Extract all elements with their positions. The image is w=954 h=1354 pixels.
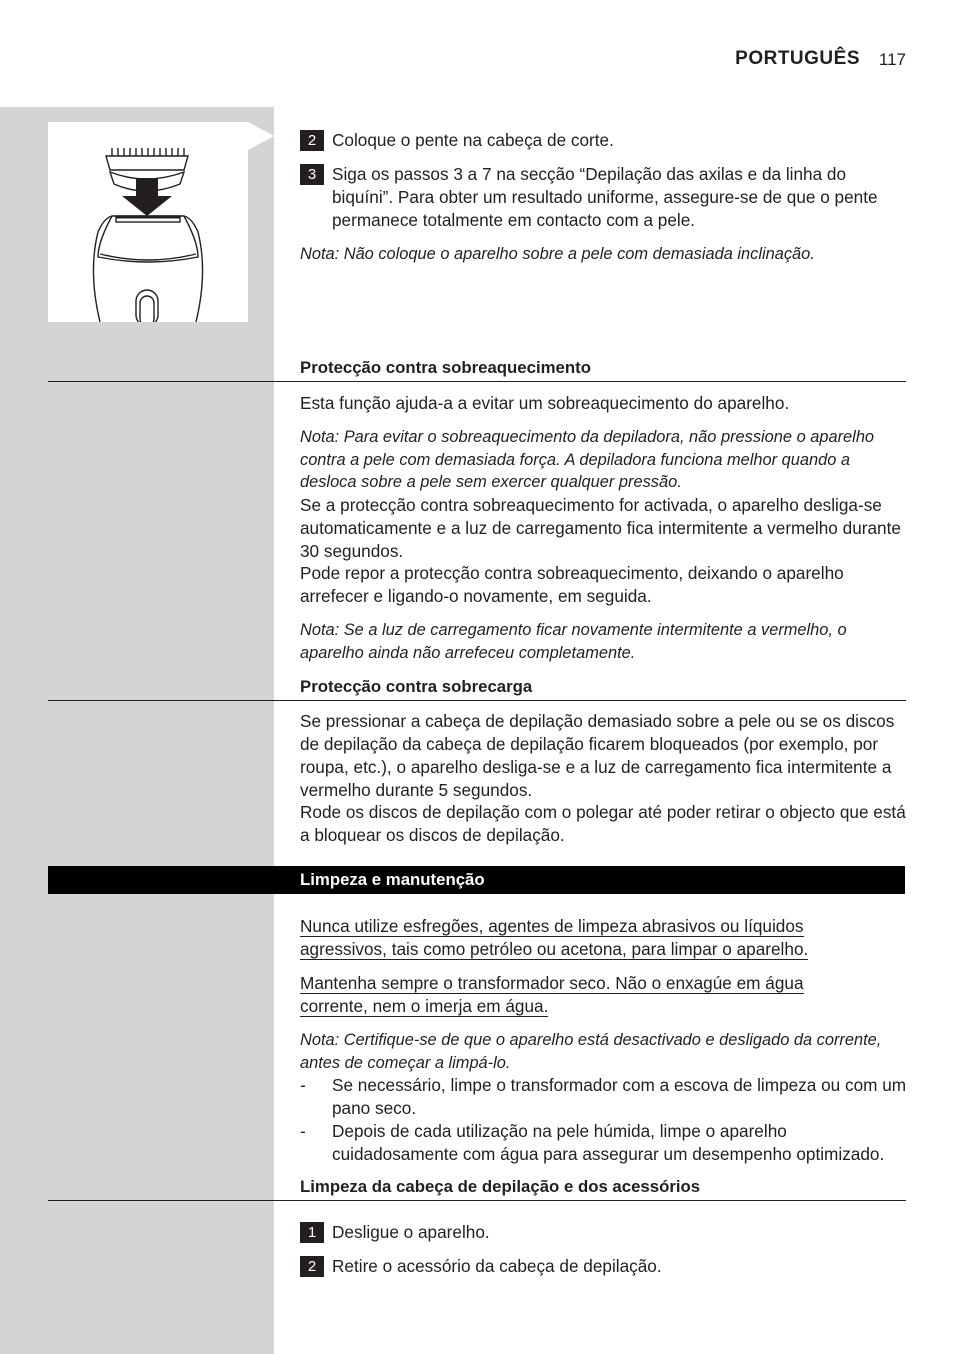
step-2-head — [300, 1255, 908, 1278]
comb-attachment-illustration — [48, 122, 248, 322]
step-text: Desligue o aparelho. — [332, 1222, 490, 1242]
list-item — [300, 1120, 908, 1166]
step-2 — [300, 129, 908, 152]
bullet-dash: - — [300, 1121, 306, 1141]
section-title-cleaning: Limpeza e manutenção — [300, 870, 485, 889]
warning-abrasive — [300, 915, 860, 961]
warning-text: Nunca utilize esfregões, agentes de limpeza abrasivos ou líquidos agressivos, tais como petróleo ou acetona, para limpar o aparelho. — [300, 916, 809, 959]
step-number-badge: 3 — [300, 164, 324, 185]
section-title-overheat: Protecção contra sobreaquecimento — [300, 358, 591, 377]
note-inclination: Nota: Não coloque o aparelho sobre a pele com demasiada inclinação. — [300, 245, 815, 263]
step-3 — [300, 163, 908, 232]
section-title-head-cleaning: Limpeza da cabeça de depilação e dos acessórios — [300, 1177, 701, 1196]
step-text: Coloque o pente na cabeça de corte. — [332, 130, 614, 150]
page-number: 117 — [878, 50, 906, 69]
list-item — [300, 1074, 908, 1120]
step-number-badge: 2 — [300, 130, 324, 151]
epilator-comb-icon — [48, 122, 248, 322]
overheat-note: Nota: Para evitar o sobreaquecimento da depiladora, não pressione o aparelho contra a pele com demasiada força. A depiladora funciona melhor quando a desloca sobre a pele sem exercer qualquer pressão. — [300, 428, 875, 491]
illustration-pointer — [248, 122, 274, 150]
overload-para-1: Se pressionar a cabeça de depilação demasiado sobre a pele ou se os discos de depilação da cabeça de depilação ficarem bloqueados (por exemplo, por roupa, etc.), o aparelho desliga-se e a luz de carregamento fica intermitente a vermelho durante 5 segundos. — [300, 711, 895, 800]
header-language: PORTUGUÊS — [735, 48, 860, 69]
step-text: Retire o acessório da cabeça de depilação. — [332, 1256, 662, 1276]
step-number-badge: 1 — [300, 1222, 324, 1243]
cleaning-note: Nota: Certifique-se de que o aparelho está desactivado e desligado da corrente, antes de começar a limpá-lo. — [300, 1031, 882, 1072]
step-1 — [300, 1221, 908, 1244]
overload-para-2: Rode os discos de depilação com o polegar até poder retirar o objecto que está a bloquear os discos de depilação. — [300, 802, 906, 845]
section-bar-cleaning — [48, 866, 905, 894]
warning-transformer — [300, 972, 860, 1018]
section-title-overload: Protecção contra sobrecarga — [300, 677, 533, 696]
warning-text: Mantenha sempre o transformador seco. Não o enxagúe em água corrente, nem o imerja em água. — [300, 973, 804, 1016]
overheat-intro: Esta função ajuda-a a evitar um sobreaquecimento do aparelho. — [300, 393, 790, 413]
section-divider — [48, 700, 906, 701]
overheat-para-2: Pode repor a protecção contra sobreaquecimento, deixando o aparelho arrefecer e ligando-o novamente, em seguida. — [300, 563, 844, 606]
overheat-note-2: Nota: Se a luz de carregamento ficar novamente intermitente a vermelho, o aparelho ainda não arrefeceu completamente. — [300, 621, 847, 662]
step-text: Siga os passos 3 a 7 na secção “Depilação das axilas e da linha do biquíni”. Para obter um resultado uniforme, assegure-se de que o pente permanece totalmente em contacto com a pele. — [332, 164, 878, 230]
list-item-text: Depois de cada utilização na pele húmida, limpe o aparelho cuidadosamente com água para assegurar um desempenho optimizado. — [332, 1121, 885, 1164]
section-divider — [48, 1200, 906, 1201]
overheat-para-1: Se a protecção contra sobreaquecimento for activada, o aparelho desliga-se automaticamente e a luz de carregamento fica intermitente a vermelho durante 30 segundos. — [300, 495, 901, 561]
list-item-text: Se necessário, limpe o transformador com a escova de limpeza ou com um pano seco. — [332, 1075, 907, 1118]
section-divider — [48, 381, 906, 382]
bullet-dash: - — [300, 1075, 306, 1095]
step-number-badge: 2 — [300, 1256, 324, 1277]
